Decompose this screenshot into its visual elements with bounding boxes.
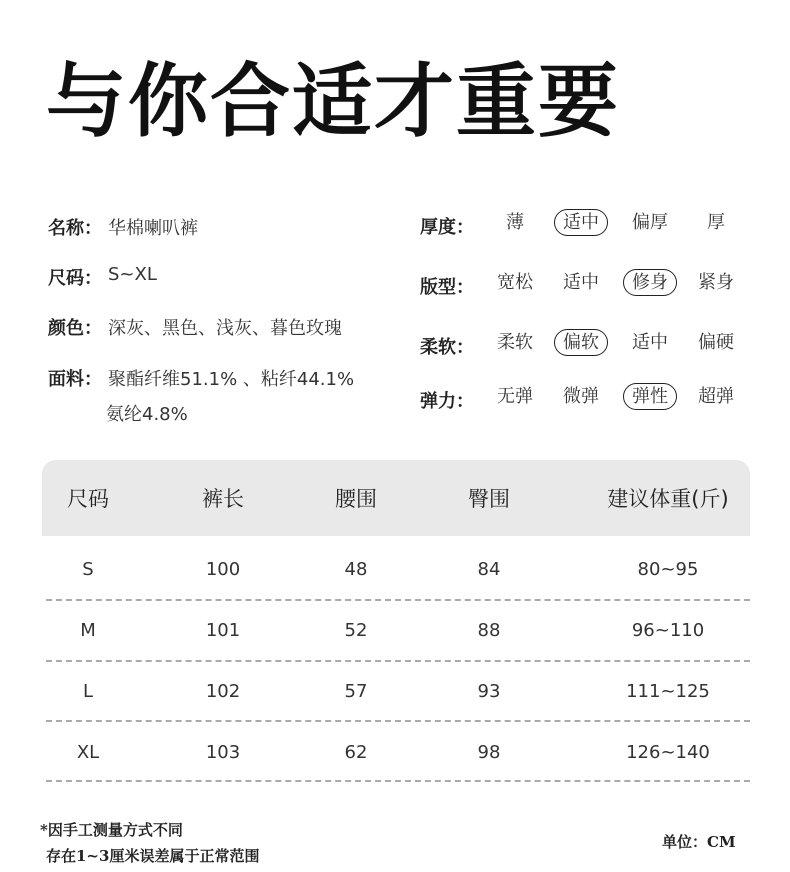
- fit-option: 紧身: [698, 272, 734, 293]
- header-waist: 腰围: [335, 487, 377, 511]
- page-title: 与你合适才重要: [46, 55, 620, 148]
- color-value: 深灰、黑色、浅灰、暮色玫瑰: [108, 318, 342, 339]
- softness-option: 偏硬: [698, 332, 734, 353]
- header-weight: 建议体重(斤): [607, 487, 729, 511]
- table-cell: 111~125: [626, 681, 710, 702]
- table-cell: 48: [344, 559, 368, 580]
- table-cell: 57: [344, 681, 368, 702]
- fabric-value: 聚酯纤维51.1% 、粘纤44.1%: [108, 369, 355, 390]
- softness-label: 柔软：: [420, 337, 474, 358]
- table-cell: 80~95: [637, 559, 699, 580]
- name-label: 名称：: [48, 218, 102, 239]
- color-label: 颜色：: [48, 318, 102, 339]
- thickness-option-selected: 适中: [551, 208, 611, 238]
- name-value: 华棉喇叭裤: [108, 218, 198, 239]
- thickness-label: 厚度：: [420, 217, 474, 238]
- row-divider: [46, 720, 750, 722]
- unit-note: 单位：CM: [662, 833, 736, 851]
- fit-label: 版型：: [420, 277, 474, 298]
- table-cell: 96~110: [631, 620, 705, 641]
- table-cell: 62: [344, 742, 368, 763]
- table-cell: 98: [477, 742, 501, 763]
- fit-option-selected: 修身: [620, 268, 680, 298]
- row-divider: [46, 780, 750, 782]
- thickness-option: 偏厚: [632, 212, 668, 233]
- elasticity-label: 弹力：: [420, 391, 474, 412]
- thickness-option: 薄: [506, 212, 524, 233]
- table-cell: 126~140: [626, 742, 710, 763]
- elasticity-option: 微弹: [563, 386, 599, 407]
- table-cell: 100: [205, 559, 241, 580]
- size-label: 尺码：: [48, 268, 102, 289]
- elasticity-option: 超弹: [698, 386, 734, 407]
- table-cell: 93: [477, 681, 501, 702]
- table-cell: 103: [205, 742, 241, 763]
- fabric-value-2: 氨纶4.8%: [106, 404, 188, 425]
- fit-option: 适中: [563, 272, 599, 293]
- size-value: S~XL: [108, 264, 157, 285]
- table-cell: 52: [344, 620, 368, 641]
- softness-option-selected: 偏软: [551, 328, 611, 358]
- header-length: 裤长: [202, 487, 244, 511]
- table-cell: 102: [205, 681, 241, 702]
- table-cell: L: [82, 681, 94, 702]
- row-divider: [46, 660, 750, 662]
- table-cell: M: [80, 620, 96, 641]
- table-cell: 88: [477, 620, 501, 641]
- measurement-note: *因手工测量方式不同: [40, 821, 183, 839]
- elasticity-option-selected: 弹性: [620, 382, 680, 412]
- fit-option: 宽松: [497, 272, 533, 293]
- header-size: 尺码: [67, 487, 109, 511]
- table-cell: 101: [205, 620, 241, 641]
- softness-option: 适中: [632, 332, 668, 353]
- tolerance-note: 存在1~3厘米误差属于正常范围: [46, 847, 260, 865]
- softness-option: 柔软: [497, 332, 533, 353]
- table-cell: XL: [76, 742, 100, 763]
- table-cell: 84: [477, 559, 501, 580]
- elasticity-option: 无弹: [497, 386, 533, 407]
- table-cell: S: [82, 559, 94, 580]
- fabric-label: 面料：: [48, 369, 102, 390]
- thickness-option: 厚: [707, 212, 725, 233]
- row-divider: [46, 599, 750, 601]
- header-hip: 臀围: [468, 487, 510, 511]
